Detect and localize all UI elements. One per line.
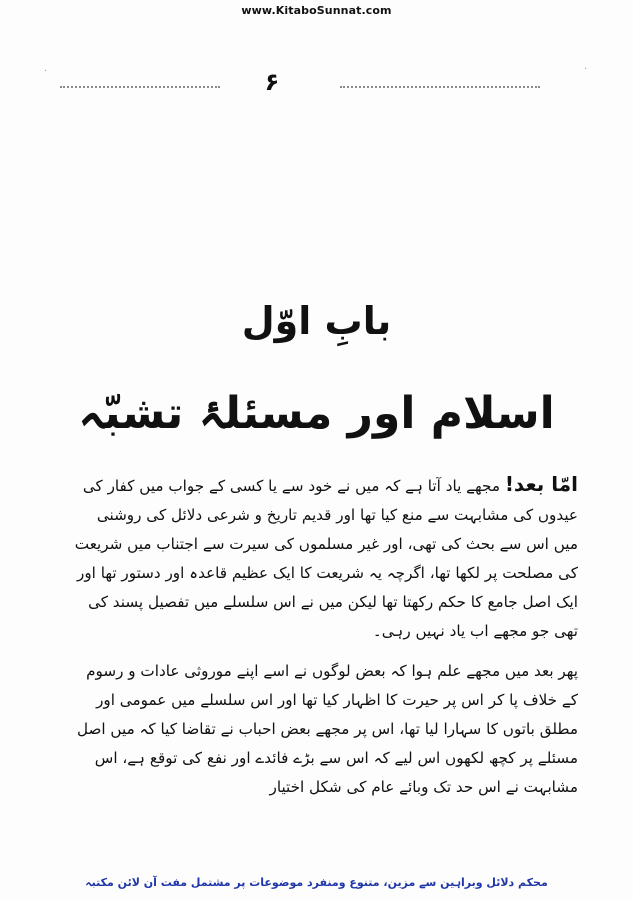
website-url[interactable]: www.KitaboSunnat.com — [241, 4, 392, 17]
scan-dotted-rule-left — [60, 86, 220, 88]
footer-tagline: محکم دلائل وبراہین سے مزین، متنوع ومنفرد موضوعات پر مشتمل مفت آن لائن مکتبہ — [85, 876, 548, 889]
scan-dotted-rule-right — [340, 86, 540, 88]
paragraph-1-text: مجھے یاد آتا ہے کہ میں نے خود سے یا کسی کے جواب میں کفار کی عیدوں کی مشابہت سے منع کیا تھا اور قدیم تاریخ و شرعی دلائل کی روشنی میں اس سے بحث کی تھی، اور غیر مسلموں کی سیرت سے اجتناب میں شریعت کی مصلحت پر لکھا تھا، اگرچہ یہ شریعت کا ایک عظیم قاعدہ اور دستور تھا اور ایک اصل جامع کا حکم رکھتا تھا لیکن میں نے اس سلسلے میں تفصیل پسند کی تھی جو مجھے اب یاد نہیں رہی۔ — [74, 477, 578, 640]
paragraph-2: پھر بعد میں مجھے علم ہوا کہ بعض لوگوں نے اسے اپنے موروثی عادات و رسوم کے خلاف پا کر اس پر حیرت کا اظہار کیا تھا اور اس سلسلے میں عمومی اور مطلق باتوں کا سہارا لیا تھا، اس پر مجھے بعض احباب نے تقاضا کیا کہ میں اصل مسئلے پر کچھ لکھوں اس لیے کہ اس سے بڑے فائدے اور نفع کی توقع ہے، اس مشابہت نے اس حد تک وبائے عام کی شکل اختیار — [76, 662, 578, 796]
paragraph-1 — [70, 470, 578, 646]
scan-speck: · — [44, 66, 48, 77]
scan-speck: · — [584, 64, 588, 75]
paragraph-lead: امّا بعد! — [504, 472, 578, 496]
page-number: ۶ — [264, 68, 280, 96]
chapter-title: بابِ اوّل — [241, 299, 392, 343]
main-heading: اسلام اور مسئلۂ تشبّہ — [78, 388, 555, 439]
